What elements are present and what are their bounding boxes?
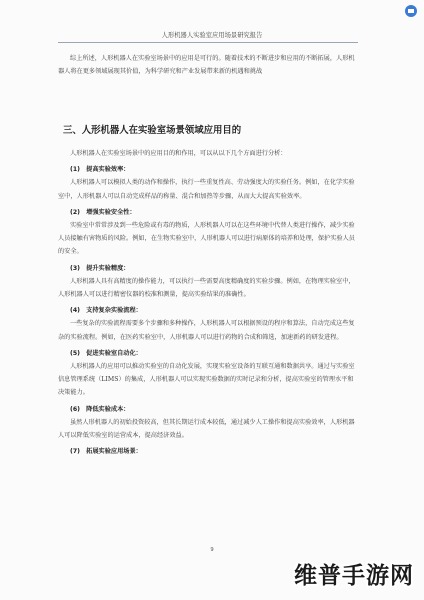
item-heading: (1) 提高实验效率： — [70, 166, 130, 174]
item-body: 人形机器人的应用可以推动实验室的自动化发展，实现实验室设备的互联互通和数据共享。通过与实验室信息管理系统（LIMS）的集成，人形机器人可以实现实验数据的实时记录和分析，提高实验室的管理水平和决策能力。 — [58, 363, 355, 397]
item-body: 一些复杂的实验流程需要多个步骤和多种操作，人形机器人可以根据预设的程序和算法，自动完成这些复杂的实验流程。例如，在医药实验室中，人形机器人可以进行药物的合成和筛选，加速新药的研发进程。 — [58, 320, 355, 341]
page-number: 9 — [210, 547, 214, 553]
item-heading: (5) 促进实验室自动化： — [70, 349, 142, 357]
site-watermark: 维普手游网 — [294, 563, 414, 589]
intro-block — [58, 52, 358, 78]
section-body — [58, 147, 358, 458]
item-body: 虽然人形机器人的初始投资较高，但其长期运行成本较低，通过减少人工操作和提高实验效率，人形机器人可以降低实验室的运营成本，提高经济效益。 — [58, 418, 355, 440]
item-body: 实验室中常常涉及到一些危险或有毒的物质，人形机器人可以在这些环境中代替人类进行操作，减少实验人员接触有害物质的风险。例如，在生物实验室中，人形机器人可以进行病原体的培养和处理，保护实验人员的安全。 — [58, 222, 355, 256]
running-header: 人形机器人实验室应用场景研究报告 — [161, 32, 263, 39]
item-heading: (2) 增强实验安全性： — [70, 208, 136, 216]
item-heading: (3) 提升实验精度： — [70, 264, 130, 272]
list-item — [58, 206, 358, 259]
section-lead: 人形机器人在实验室场景中的应用目的和作用，可以从以下几个方面进行分析： — [70, 150, 287, 157]
list-item — [58, 403, 358, 443]
item-heading: (7) 拓展实验应用场景： — [70, 448, 142, 456]
list-item — [58, 445, 358, 458]
item-heading: (4) 支持复杂实验流程： — [70, 307, 142, 315]
corner-logo-icon — [404, 4, 418, 18]
item-heading: (6) 降低实验成本： — [70, 405, 130, 413]
list-item — [58, 163, 358, 203]
list-item — [58, 262, 358, 302]
list-item — [58, 304, 358, 344]
list-item — [58, 347, 358, 400]
intro-paragraph: 综上所述，人形机器人在实验室场景中的应用是可行的。随着技术的不断进步和应用的不断拓展，人形机器人将在更多领域展现其价值，为科学研究和产业发展带来新的机遇和挑战 — [58, 55, 355, 76]
item-body: 人形机器人可以模拟人类的动作和操作，执行一些重复性高、劳动强度大的实验任务。例如，在化学实验室中，人形机器人可以自动完成样品的称量、混合和加热等步骤，从而大大提高实验效率。 — [58, 179, 355, 200]
header-rule — [58, 42, 358, 43]
section-title: 三、人形机器人在实验室场景领域应用目的 — [63, 125, 242, 136]
item-body: 人形机器人具有高精度的操作能力，可以执行一些需要高度精确度的实验步骤。例如，在物理实验室中，人形机器人可以进行精密仪器的校准和测量，提高实验结果的准确性。 — [58, 277, 355, 299]
